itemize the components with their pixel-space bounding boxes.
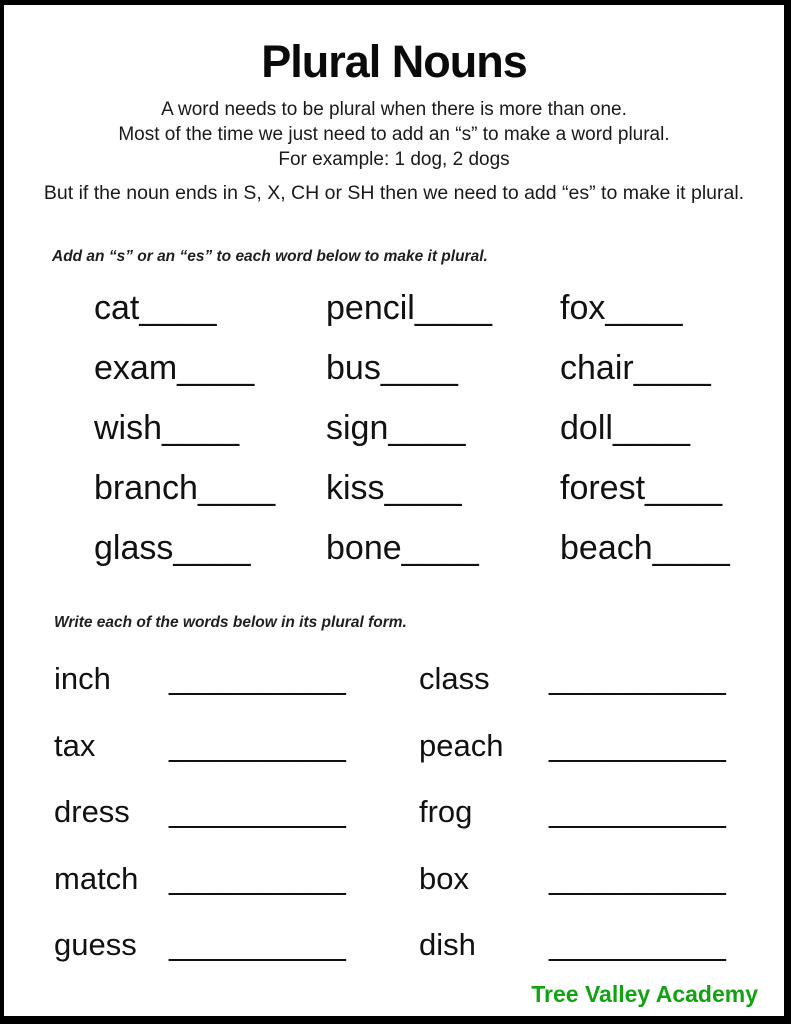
word-item — [419, 779, 754, 846]
word-text: sign — [326, 408, 389, 447]
word-text: cat — [94, 288, 140, 327]
word-text: box — [419, 860, 469, 896]
section2-instruction: Write each of the words below in its plural form. — [54, 614, 407, 631]
word-text: beach — [560, 528, 653, 567]
intro-line-1: A word needs to be plural when there is more than one. — [161, 99, 627, 120]
brand-footer: Tree Valley Academy — [531, 981, 758, 1007]
word-text: bone — [326, 528, 402, 567]
answer-blank: ____ — [645, 468, 723, 507]
word-item — [94, 278, 326, 338]
answer-blank: ____ — [612, 408, 691, 447]
word-item — [419, 713, 754, 780]
word-text: frog — [419, 794, 473, 830]
word-text: chair — [560, 348, 634, 387]
word-text: doll — [560, 408, 613, 447]
es-rule-line: But if the noun ends in S, X, CH or SH then we need to add “es” to make it plural. — [43, 182, 745, 204]
word-text: glass — [94, 528, 174, 567]
answer-blank: __________ — [169, 927, 347, 963]
section2-grid — [54, 646, 754, 979]
answer-blank: ____ — [633, 348, 712, 387]
answer-blank: __________ — [549, 794, 727, 830]
answer-blank: ____ — [652, 528, 731, 567]
word-text: bus — [326, 348, 381, 387]
word-item — [560, 458, 754, 518]
answer-blank: __________ — [549, 727, 727, 763]
answer-blank: ____ — [380, 348, 459, 387]
answer-blank: __________ — [169, 661, 347, 697]
word-text: dress — [54, 794, 130, 830]
intro-paragraph — [4, 97, 784, 172]
word-item — [560, 338, 754, 398]
intro-line-2: Most of the time we just need to add an “s” to make a word plural. — [118, 124, 670, 145]
intro-line-3: For example: 1 dog, 2 dogs — [278, 149, 510, 170]
word-text: branch — [94, 468, 198, 507]
section1-instruction: Add an “s” or an “es” to each word below to make it plural. — [52, 248, 488, 265]
word-item — [54, 779, 419, 846]
word-item — [94, 398, 326, 458]
section1-grid — [94, 278, 754, 578]
answer-blank: __________ — [549, 661, 727, 697]
word-item — [560, 398, 754, 458]
answer-blank: __________ — [169, 727, 347, 763]
answer-blank: ____ — [401, 528, 480, 567]
word-item — [326, 398, 560, 458]
word-item — [54, 846, 419, 913]
word-text: dish — [419, 927, 476, 963]
word-item — [94, 338, 326, 398]
answer-blank: ____ — [414, 288, 493, 327]
page-title: Plural Nouns — [261, 36, 527, 87]
word-text: peach — [419, 727, 504, 763]
word-item — [54, 912, 419, 979]
word-text: kiss — [326, 468, 385, 507]
answer-blank: ____ — [384, 468, 463, 507]
answer-blank: __________ — [169, 794, 347, 830]
word-text: exam — [94, 348, 178, 387]
word-text: inch — [54, 661, 111, 697]
word-text: pencil — [326, 288, 415, 327]
word-item — [560, 278, 754, 338]
answer-blank: ____ — [177, 348, 255, 387]
word-text: fox — [560, 288, 606, 327]
word-text: tax — [54, 727, 96, 763]
answer-blank: __________ — [549, 927, 727, 963]
word-item — [54, 646, 419, 713]
word-item — [326, 278, 560, 338]
word-item — [94, 458, 326, 518]
answer-blank: __________ — [169, 860, 347, 896]
word-item — [326, 338, 560, 398]
answer-blank: ____ — [605, 288, 683, 327]
word-text: guess — [54, 927, 137, 963]
word-item — [419, 912, 754, 979]
word-item — [560, 518, 754, 578]
answer-blank: __________ — [549, 860, 727, 896]
word-item — [419, 846, 754, 913]
word-text: match — [54, 860, 139, 896]
word-text: forest — [560, 468, 646, 507]
answer-blank: ____ — [162, 408, 240, 447]
answer-blank: ____ — [139, 288, 217, 327]
word-item — [54, 713, 419, 780]
word-item — [419, 646, 754, 713]
answer-blank: ____ — [197, 468, 276, 507]
word-text: class — [419, 661, 490, 697]
word-item — [326, 458, 560, 518]
word-text: wish — [94, 408, 163, 447]
word-item — [326, 518, 560, 578]
answer-blank: ____ — [173, 528, 252, 567]
word-item — [94, 518, 326, 578]
answer-blank: ____ — [388, 408, 467, 447]
